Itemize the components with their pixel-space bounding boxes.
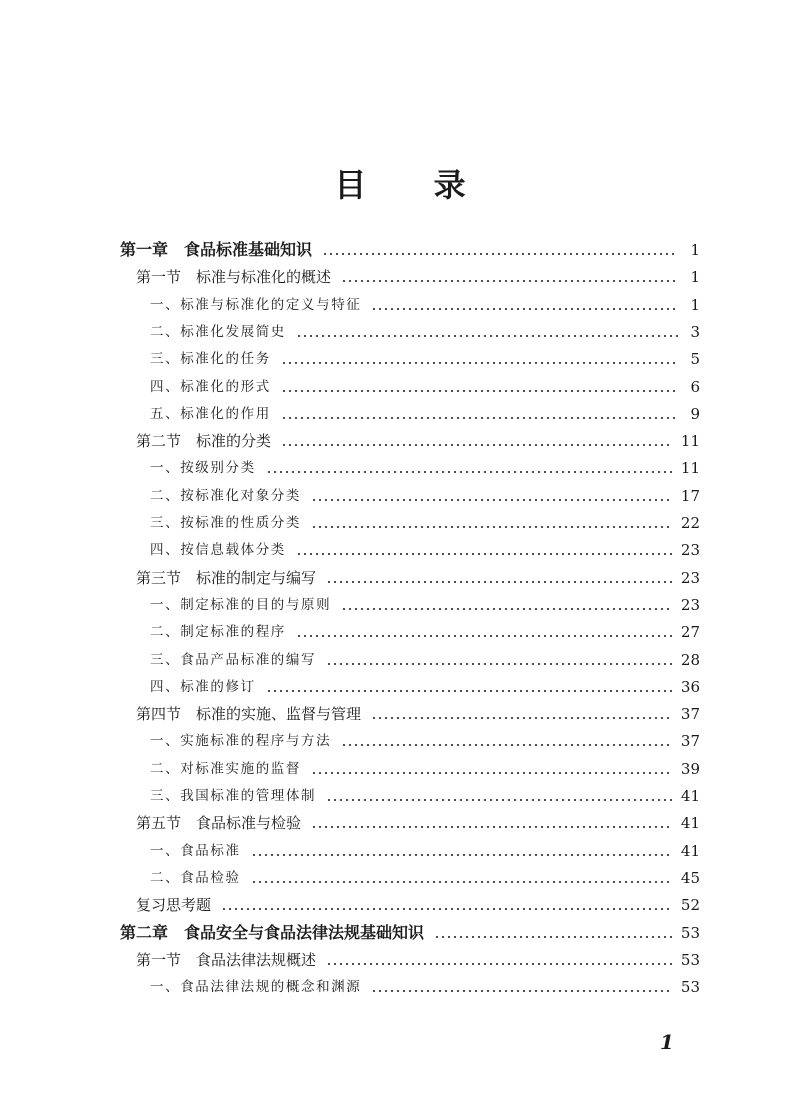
- dot-leader: [371, 308, 678, 310]
- toc-entry: [150, 673, 700, 701]
- dot-leader: [322, 253, 678, 255]
- toc-entry-title: 一、按级别分类: [150, 460, 256, 477]
- toc-entry-page: 39: [680, 759, 700, 778]
- toc-entry-page: 37: [680, 732, 700, 751]
- dot-leader: [281, 390, 678, 392]
- toc-entry-title: 二、标准化发展简史: [150, 323, 286, 340]
- dot-leader: [326, 963, 673, 965]
- toc-entry-page: 27: [680, 623, 700, 642]
- toc-entry: [150, 482, 700, 510]
- toc-entry: [150, 782, 700, 810]
- toc-entry-page: 1: [690, 241, 700, 259]
- toc-entry-page: 3: [690, 322, 700, 341]
- toc-entry-page: 45: [680, 868, 700, 887]
- toc-entry: [136, 564, 700, 592]
- toc-entry: [150, 400, 700, 428]
- dot-leader: [221, 908, 673, 910]
- toc-entry-page: 6: [690, 377, 700, 396]
- toc-entry-title: 三、按标准的性质分类: [150, 515, 301, 531]
- toc-entry-title: 第二章 食品安全与食品法律法规基础知识: [120, 922, 425, 942]
- toc-entry: [136, 946, 700, 974]
- toc-entry-title: 一、食品标准: [150, 842, 241, 859]
- toc-entry-title: 第一章 食品标准基础知识: [120, 240, 313, 259]
- toc-entry-page: 17: [680, 486, 700, 505]
- dot-leader: [326, 663, 673, 665]
- toc-entry-title: 四、标准的修订: [150, 678, 256, 695]
- toc-entry-page: 23: [680, 568, 700, 587]
- dot-leader: [251, 881, 673, 883]
- toc-entry-page: 23: [680, 541, 700, 560]
- toc-entry: [150, 291, 700, 319]
- dot-leader: [251, 854, 673, 856]
- toc-entry-page: 53: [680, 950, 700, 969]
- toc-entry-page: 52: [680, 896, 700, 915]
- toc-entry: [150, 837, 700, 865]
- toc-entry: [150, 864, 700, 892]
- page-number: 1: [660, 1030, 674, 1054]
- toc-entry: [150, 373, 700, 401]
- toc-entry-title: 一、标准与标准化的定义与特征: [150, 296, 362, 313]
- toc-entry-page: 37: [680, 705, 700, 724]
- toc-entry-page: 53: [680, 978, 700, 997]
- dot-leader: [311, 772, 673, 774]
- toc-entry: [136, 427, 700, 455]
- toc-entry-title: 第三节 标准的制定与编写: [136, 568, 317, 587]
- toc-entry-page: 9: [690, 404, 700, 423]
- toc-entry: [150, 973, 700, 1001]
- toc-entry-page: 11: [680, 459, 700, 478]
- toc-entry-title: 三、食品产品标准的编写: [150, 651, 317, 668]
- dot-leader: [296, 335, 678, 337]
- toc-entry-title: 第五节 食品标准与检验: [136, 814, 302, 833]
- toc-entry: [136, 809, 700, 837]
- dot-leader: [326, 581, 673, 583]
- toc-entry-page: 23: [680, 595, 700, 614]
- dot-leader: [266, 471, 673, 473]
- toc-entry: [150, 727, 700, 755]
- toc-entry: [150, 345, 700, 373]
- toc-entry: [150, 536, 700, 564]
- toc-entry: [150, 454, 700, 482]
- dot-leader: [311, 826, 673, 828]
- toc-entry-title: 三、我国标准的管理体制: [150, 788, 317, 804]
- dot-leader: [281, 362, 678, 364]
- dot-leader: [296, 553, 673, 555]
- toc-entry-title: 第一节 食品法律法规概述: [136, 950, 317, 969]
- page-title: 目 录: [334, 166, 494, 204]
- toc-entry-title: 四、标准化的形式: [150, 378, 271, 395]
- toc-entry-title: 第一节 标准与标准化的概述: [136, 268, 332, 287]
- dot-leader: [341, 608, 673, 610]
- toc-entry-page: 1: [690, 295, 700, 314]
- toc-entry-title: 复习思考题: [136, 896, 212, 915]
- dot-leader: [434, 936, 673, 938]
- dot-leader: [296, 635, 673, 637]
- toc-entry: [136, 891, 700, 919]
- dot-leader: [281, 417, 678, 419]
- dot-leader: [326, 799, 673, 801]
- toc-entry: [120, 236, 700, 264]
- toc-entry-page: 5: [690, 350, 700, 369]
- dot-leader: [311, 526, 673, 528]
- toc-entry-title: 五、标准化的作用: [150, 405, 271, 422]
- toc-entry-title: 四、按信息载体分类: [150, 542, 286, 559]
- toc-entry-page: 11: [680, 432, 700, 451]
- dot-leader: [341, 744, 673, 746]
- toc-entry-page: 1: [690, 268, 700, 287]
- toc-entry: [136, 700, 700, 728]
- toc-entry-title: 一、实施标准的程序与方法: [150, 733, 332, 750]
- toc-entry-title: 一、食品法律法规的概念和渊源: [150, 979, 362, 996]
- dot-leader: [341, 280, 678, 282]
- toc-entry-page: 28: [680, 650, 700, 669]
- toc-entry-title: 二、按标准化对象分类: [150, 487, 301, 504]
- toc-entry-page: 36: [680, 677, 700, 696]
- toc-entry: [136, 263, 700, 291]
- toc-entry: [150, 509, 700, 537]
- dot-leader: [281, 444, 673, 446]
- toc-entry-title: 三、标准化的任务: [150, 351, 271, 368]
- dot-leader: [311, 499, 673, 501]
- toc-entry-title: 第四节 标准的实施、监督与管理: [136, 705, 362, 724]
- toc-entry-title: 二、食品检验: [150, 869, 241, 886]
- toc-entry-page: 41: [680, 841, 700, 860]
- toc-entry-page: 41: [680, 787, 700, 805]
- toc-entry-page: 22: [680, 514, 700, 532]
- dot-leader: [371, 717, 673, 719]
- toc-entry: [120, 919, 700, 947]
- toc-entry-page: 41: [680, 814, 700, 833]
- dot-leader: [266, 690, 673, 692]
- toc-entry-page: 53: [680, 923, 700, 942]
- toc-entry-title: 二、对标准实施的监督: [150, 760, 301, 777]
- toc-entry: [150, 755, 700, 783]
- toc-entry-title: 二、制定标准的程序: [150, 624, 286, 641]
- toc-entry: [150, 318, 700, 346]
- toc-entry: [150, 591, 700, 619]
- dot-leader: [371, 990, 673, 992]
- toc-entry: [150, 618, 700, 646]
- toc-entry: [150, 646, 700, 674]
- toc-entry-title: 第二节 标准的分类: [136, 432, 272, 451]
- toc-entry-title: 一、制定标准的目的与原则: [150, 596, 332, 613]
